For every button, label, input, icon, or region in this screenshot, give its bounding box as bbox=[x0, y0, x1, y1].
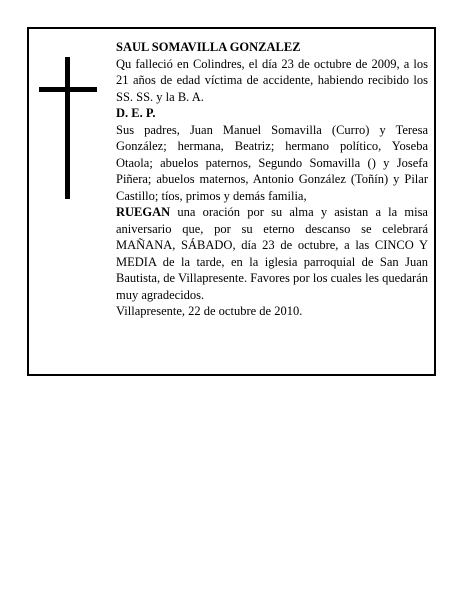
deceased-name: SAUL SOMAVILLA GONZALEZ bbox=[116, 40, 301, 54]
request-text: una oración por su alma y asistan a la misa aniversario que, por su eterno descanso se celebrará MAÑANA, SÁBADO, día 23 de octubre, a las CINCO Y MEDIA de la tarde, en la iglesia parroquial de San Juan Bautista, de Villapresente. Favores por los cuales les quedarán muy agradecidos. bbox=[116, 205, 428, 302]
request-keyword: RUEGAN bbox=[116, 205, 171, 219]
rip-heading: D. E. P. bbox=[116, 106, 156, 120]
mass-request bbox=[116, 204, 428, 303]
obituary-notice bbox=[27, 27, 436, 376]
notice-text bbox=[116, 39, 428, 320]
family-list: Sus padres, Juan Manuel Somavilla (Curro) y Teresa González; hermana, Beatriz; hermano político, Yoseba Otaola; abuelos paternos, Segundo Somavilla () y Josefa Piñera; abuelos maternos, Antonio González (Toñín) y Pilar Castillo; tíos, primos y demás familia, bbox=[116, 122, 428, 203]
cross-vertical-bar bbox=[65, 57, 70, 199]
place-and-date: Villapresente, 22 de octubre de 2010. bbox=[116, 304, 303, 318]
cross-icon bbox=[39, 57, 97, 199]
cross-horizontal-bar bbox=[39, 87, 97, 92]
death-statement: Qu falleció en Colindres, el día 23 de octubre de 2009, a los 21 años de edad víctima de accidente, habiendo recibido los SS. SS. y la B. A. bbox=[116, 56, 428, 104]
